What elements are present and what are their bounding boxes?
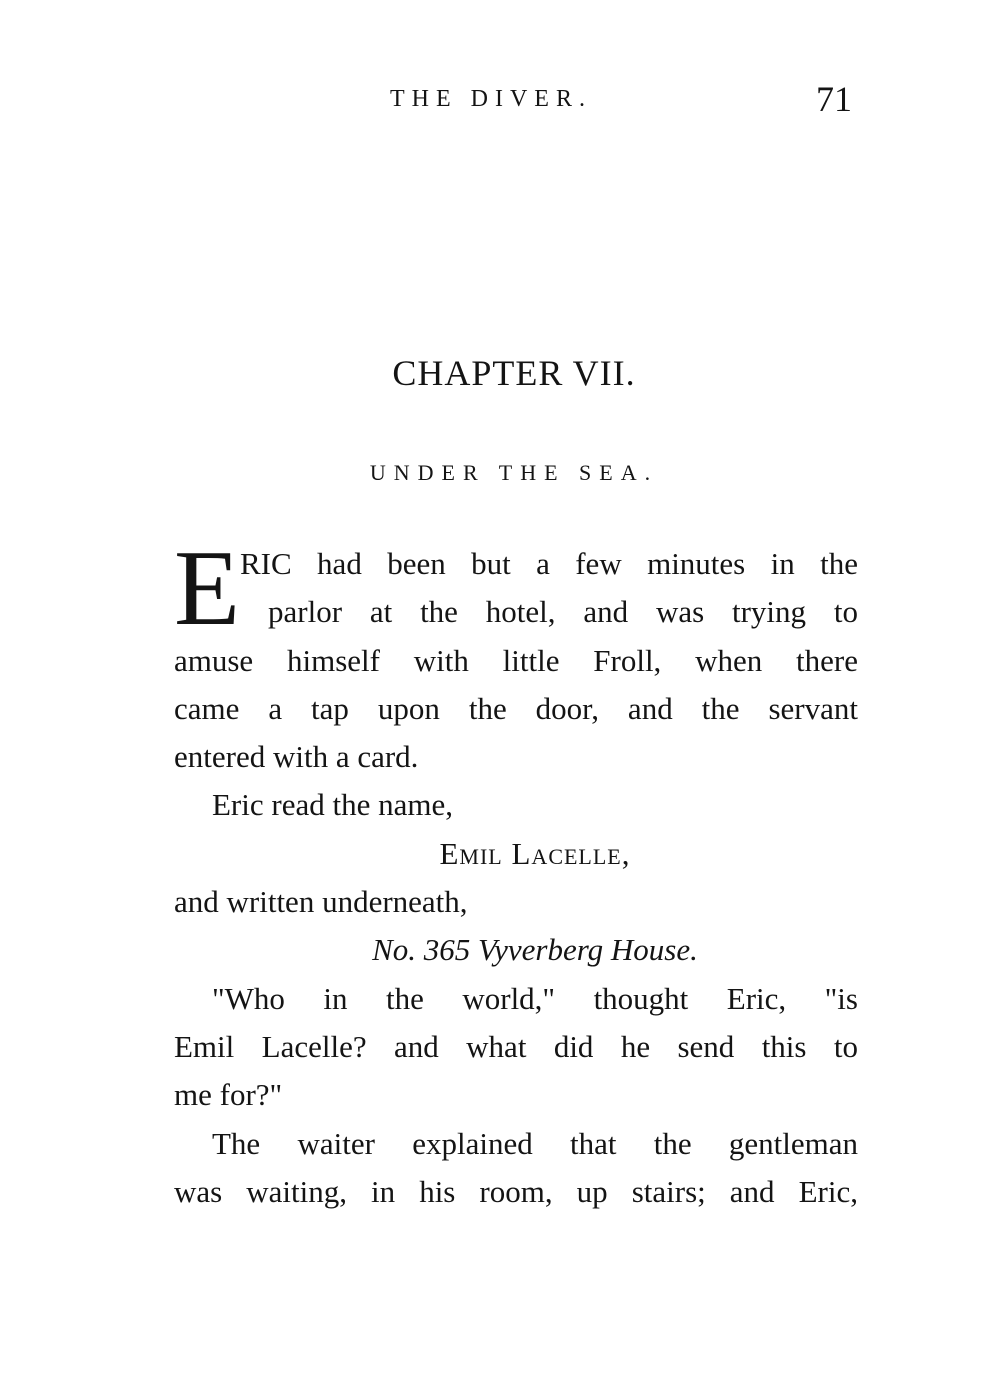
chapter-heading: CHAPTER VII. [392,353,636,393]
running-header [175,78,860,128]
text-line: Eric read the name, [212,787,453,823]
card-address: No. 365 Vyverberg House. [372,932,698,968]
card-name: Emil Lacelle, [439,835,631,871]
text-line: was waiting, in his room, up stairs; and Eric, [174,1173,858,1209]
text-line: amuse himself with little Froll, when there [174,642,858,678]
body-text [174,529,858,1216]
paragraph-5 [174,1120,858,1217]
text-line: Emil Lacelle? and what did he send this to [174,1028,858,1064]
text-line: The waiter explained that the gentleman [212,1125,858,1161]
running-title: THE DIVER. [390,86,592,112]
text-line: entered with a card. [174,739,419,775]
text-line: and written underneath, [174,884,468,920]
text-line: "Who in the world," thought Eric, "is [212,980,858,1016]
text-line: came a tap upon the door, and the servant [174,690,858,726]
chapter-subtitle: UNDER THE SEA. [369,460,659,485]
text-line: RIC had been but a few minutes in the [240,546,858,581]
paragraph-1 [174,529,858,781]
paragraph-4 [174,975,858,1120]
text-line: parlor at the hotel, and was trying to [268,594,858,630]
drop-cap: E [174,529,240,648]
text-line: me for?" [174,1077,283,1113]
page-number: 71 [816,79,852,119]
